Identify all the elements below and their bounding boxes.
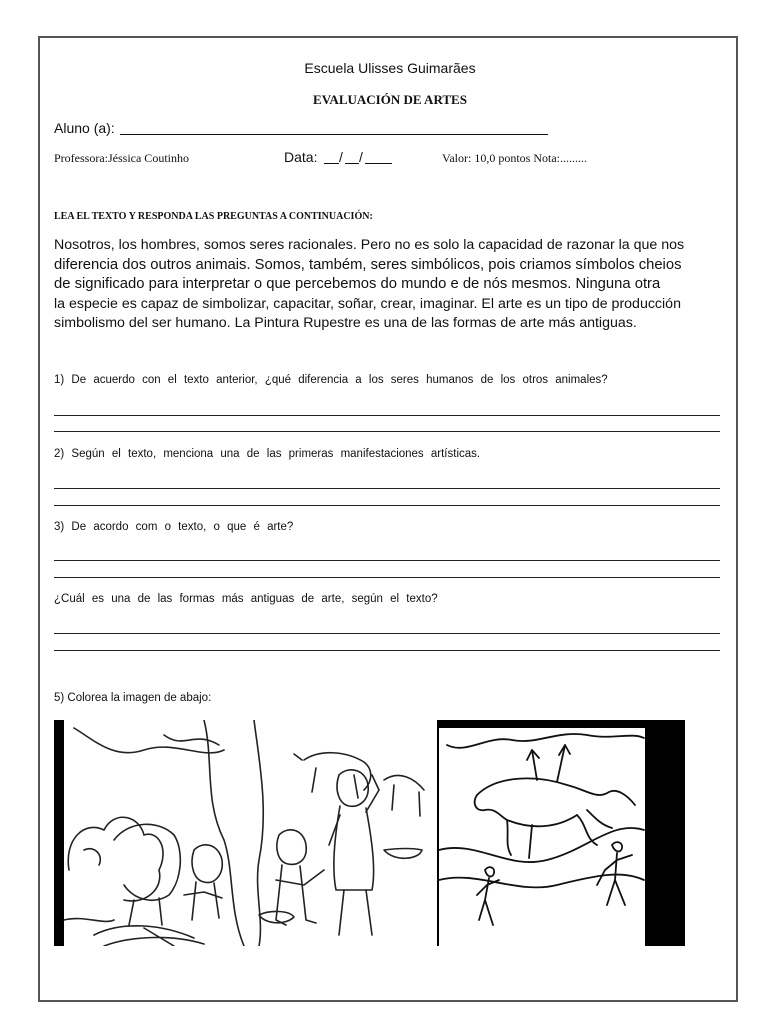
cave-painting-horse-icon	[437, 720, 685, 946]
question-3: 3) De acordo com o texto, o que é arte?	[54, 521, 294, 533]
answer-line[interactable]	[54, 560, 720, 561]
answer-line[interactable]	[54, 431, 720, 432]
answer-line[interactable]	[54, 415, 720, 416]
teacher-name: Professora:Jéssica Coutinho	[54, 151, 189, 165]
date-separator: /	[339, 149, 343, 165]
worksheet-page	[38, 36, 738, 1002]
student-name-field[interactable]	[120, 134, 548, 135]
question-4: ¿Cuál es una de las formas más antiguas de arte, según el texto?	[54, 593, 438, 605]
date-separator: /	[359, 149, 363, 165]
question-1: 1) De acuerdo con el texto anterior, ¿qué diferencia a los seres humanos de los otros animales?	[54, 374, 608, 386]
answer-line[interactable]	[54, 577, 720, 578]
page-title: EVALUACIÓN DE ARTES	[313, 92, 467, 107]
score-label: Valor: 10,0 pontos Nota:.........	[442, 151, 587, 165]
date-year-field[interactable]	[365, 163, 392, 164]
cave-family-drawing-icon	[54, 720, 437, 946]
question-2: 2) Según el texto, menciona una de las primeras manifestaciones artísticas.	[54, 448, 481, 460]
passage-line: simbolismo del ser humano. La Pintura Rupestre es una de las formas de arte más antiguas.	[54, 315, 637, 331]
date-day-field[interactable]	[324, 163, 339, 164]
answer-line[interactable]	[54, 488, 720, 489]
passage-line: la especie es capaz de simbolizar, capacitar, soñar, crear, imaginar. El arte es un tipo de producción	[54, 295, 681, 312]
question-5: 5) Colorea la imagen de abajo:	[54, 692, 212, 704]
instructions-heading: LEA EL TEXTO Y RESPONDA LAS PREGUNTAS A CONTINUACIÓN:	[54, 211, 373, 222]
passage-line: diferencia dos outros animais. Somos, também, seres simbólicos, pois criamos símbolos cheios	[54, 256, 682, 273]
passage-line: de significado para interpretar o que percebemos do mundo e de nós mesmos. Ninguna otra	[54, 276, 661, 292]
answer-line[interactable]	[54, 650, 720, 651]
answer-line[interactable]	[54, 633, 720, 634]
student-label: Aluno (a):	[54, 120, 115, 136]
date-label: Data:	[284, 149, 318, 165]
reading-passage	[54, 236, 684, 334]
date-month-field[interactable]	[345, 163, 359, 164]
school-name: Escuela Ulisses Guimarães	[304, 60, 476, 76]
answer-line[interactable]	[54, 505, 720, 506]
passage-line: Nosotros, los hombres, somos seres racionales. Pero no es solo la capacidad de razonar la que nos	[54, 237, 685, 253]
